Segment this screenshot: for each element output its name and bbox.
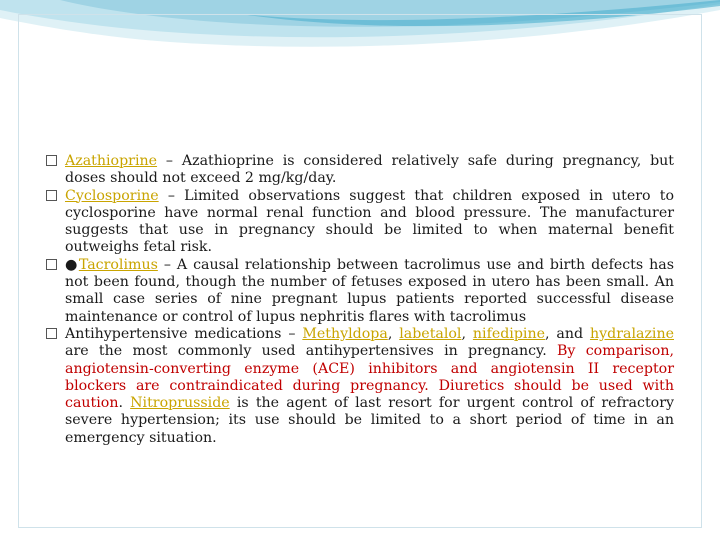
nitroprusside-text: is the agent of last resort for urgent control of refractory severe hypertension; its use should be limited to a short period of time in an emergency situation. — [65, 395, 674, 446]
antihypertensive-lead: Antihypertensive medications – — [65, 325, 303, 342]
list-item-cyclosporine — [46, 188, 674, 257]
hydralazine-link[interactable]: hydralazine — [589, 325, 674, 342]
checkbox-bullet-icon — [46, 328, 57, 339]
azathioprine-text: – Azathioprine is considered relatively safe during pregnancy, but doses should not exceed 2 mg/kg/day. — [65, 153, 674, 187]
list-item-tacrolimus — [46, 257, 674, 326]
separator: , — [461, 325, 473, 342]
nifedipine-link[interactable]: nifedipine — [472, 325, 545, 342]
antihypertensive-mid-text: are the most commonly used antihypertensives in pregnancy. — [65, 343, 557, 360]
checkbox-bullet-icon — [46, 190, 57, 201]
separator: , — [387, 325, 400, 342]
checkbox-bullet-icon — [46, 155, 57, 166]
list-item-antihypertensives — [46, 326, 674, 447]
checkbox-bullet-icon — [46, 259, 57, 270]
cyclosporine-link[interactable]: Cyclosporine — [65, 187, 159, 204]
labetalol-link[interactable]: labetalol — [399, 325, 462, 342]
separator: . — [118, 395, 131, 412]
list-item-azathioprine — [46, 153, 674, 188]
methyldopa-link[interactable]: Methyldopa — [302, 325, 388, 342]
nitroprusside-link[interactable]: Nitroprusside — [130, 395, 230, 412]
separator: , and — [545, 325, 590, 342]
slide-content — [46, 153, 674, 447]
dot-bullet-icon: ● — [65, 256, 79, 273]
contraindication-warning: By comparison, angiotensin-converting enzyme (ACE) inhibitors and angiotensin II receptor blockers are contraindicated during pregnancy. Diuretics should be used with caution — [65, 343, 674, 412]
azathioprine-link[interactable]: Azathioprine — [65, 153, 158, 169]
cyclosporine-text: – Limited observations suggest that children exposed in utero to cyclosporine have normal renal function and blood pressure. The manufacturer suggests that use in pregnancy should be limited to when maternal benefit outweighs fetal risk. — [65, 187, 674, 256]
tacrolimus-text: – A causal relationship between tacrolimus use and birth defects has not been found, though the number of fetuses exposed in utero has been small. An small case series of nine pregnant lupus patients reported successful disease maintenance or control of lupus nephritis flares with tacrolimus — [65, 256, 674, 325]
tacrolimus-link[interactable]: Tacrolimus — [78, 256, 158, 273]
